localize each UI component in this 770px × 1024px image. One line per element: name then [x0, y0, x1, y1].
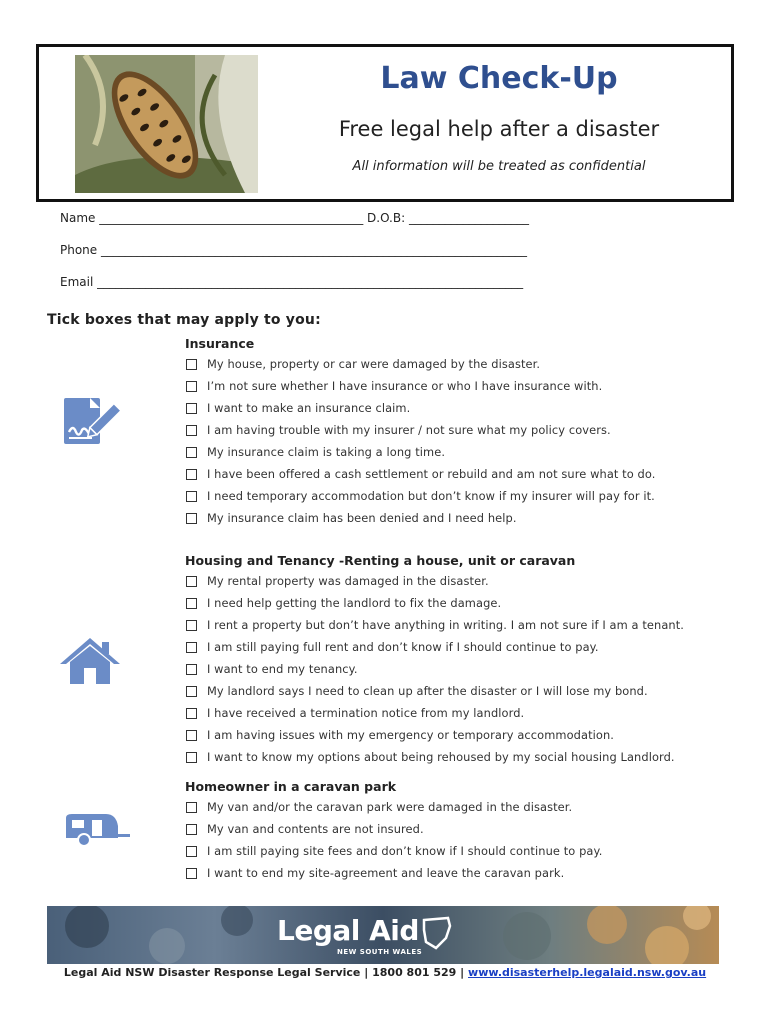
- checkbox[interactable]: [186, 802, 197, 813]
- nsw-map-icon: [422, 916, 452, 954]
- checklist-item-label: I have been offered a cash settlement or rebuild and am not sure what to do.: [207, 467, 656, 481]
- footer-separator: |: [460, 966, 465, 979]
- checklist-item-label: I want to make an insurance claim.: [207, 401, 411, 415]
- checkbox[interactable]: [186, 708, 197, 719]
- checklist-item-label: I rent a property but don’t have anything in writing. I am not sure if I am a tenant.: [207, 618, 685, 632]
- checklist-item-label: I want to end my tenancy.: [207, 662, 358, 676]
- checklist-item[interactable]: [186, 614, 684, 636]
- checklist-item[interactable]: [186, 485, 655, 507]
- checklist-item-label: I want to know my options about being rehoused by my social housing Landlord.: [207, 750, 675, 764]
- checkbox[interactable]: [186, 598, 197, 609]
- checklist-item[interactable]: [186, 724, 684, 746]
- checkbox[interactable]: [186, 730, 197, 741]
- website-link[interactable]: www.disasterhelp.legalaid.nsw.gov.au: [468, 966, 707, 979]
- checklist-item[interactable]: [186, 507, 655, 529]
- checkbox[interactable]: [186, 846, 197, 857]
- footer-phone: 1800 801 529: [372, 966, 457, 979]
- checkbox[interactable]: [186, 469, 197, 480]
- header-box: [36, 44, 734, 202]
- checkbox[interactable]: [186, 752, 197, 763]
- checklist-item-label: I am having trouble with my insurer / not sure what my policy covers.: [207, 423, 611, 437]
- caravan-icon: [62, 812, 132, 852]
- checklist-item-label: I need help getting the landlord to fix the damage.: [207, 596, 502, 610]
- checklist-item[interactable]: [186, 746, 684, 768]
- email-field[interactable]: Email _______________________________________________________________________: [60, 275, 524, 289]
- footer-separator: |: [364, 966, 369, 979]
- checkbox[interactable]: [186, 664, 197, 675]
- checklist-item-label: My rental property was damaged in the disaster.: [207, 574, 489, 588]
- page-subtitle: Free legal help after a disaster: [338, 117, 660, 141]
- checklist-item-label: I want to end my site-agreement and leave the caravan park.: [207, 866, 565, 880]
- footer-contact: [0, 966, 770, 979]
- checkbox[interactable]: [186, 359, 197, 370]
- document-signature-icon: [62, 396, 124, 452]
- checklist-item[interactable]: [186, 441, 655, 463]
- house-icon: [58, 636, 122, 690]
- checklist-item[interactable]: [186, 463, 655, 485]
- checklist-item-label: My landlord says I need to clean up after the disaster or I will lose my bond.: [207, 684, 648, 698]
- banksia-flower-photo: [75, 55, 258, 193]
- caravan-heading: Homeowner in a caravan park: [185, 779, 397, 794]
- phone-field[interactable]: Phone _______________________________________________________________________: [60, 243, 527, 257]
- checkbox[interactable]: [186, 686, 197, 697]
- checkbox[interactable]: [186, 425, 197, 436]
- checklist-item-label: My insurance claim is taking a long time.: [207, 445, 446, 459]
- legal-aid-logo-subtitle: NEW SOUTH WALES: [337, 948, 423, 956]
- checklist-item[interactable]: [186, 702, 684, 724]
- checklist-item-label: My insurance claim has been denied and I need help.: [207, 511, 517, 525]
- footer-banner: [47, 906, 719, 964]
- insurance-heading: Insurance: [185, 336, 255, 351]
- checklist-item[interactable]: [186, 353, 655, 375]
- checkbox[interactable]: [186, 576, 197, 587]
- checklist-item-label: I have received a termination notice from my landlord.: [207, 706, 525, 720]
- tick-boxes-heading: Tick boxes that may apply to you:: [47, 312, 321, 328]
- checklist-item-label: I’m not sure whether I have insurance or who I have insurance with.: [207, 379, 603, 393]
- checkbox[interactable]: [186, 491, 197, 502]
- checklist-item-label: I am still paying full rent and don’t know if I should continue to pay.: [207, 640, 599, 654]
- footer-service: Legal Aid NSW Disaster Response Legal Service: [63, 966, 361, 979]
- checklist-item[interactable]: [186, 658, 684, 680]
- insurance-checklist: [186, 353, 655, 529]
- checklist-item[interactable]: [186, 796, 602, 818]
- checklist-item-label: I am still paying site fees and don’t know if I should continue to pay.: [207, 844, 603, 858]
- checklist-item[interactable]: [186, 419, 655, 441]
- checkbox[interactable]: [186, 642, 197, 653]
- checklist-item[interactable]: [186, 818, 602, 840]
- housing-heading: Housing and Tenancy -Renting a house, unit or caravan: [185, 553, 576, 568]
- checklist-item[interactable]: [186, 375, 655, 397]
- checklist-item[interactable]: [186, 570, 684, 592]
- checkbox[interactable]: [186, 824, 197, 835]
- checkbox[interactable]: [186, 403, 197, 414]
- checklist-item-label: My van and/or the caravan park were damaged in the disaster.: [207, 800, 573, 814]
- checklist-item[interactable]: [186, 592, 684, 614]
- checklist-item-label: My house, property or car were damaged by the disaster.: [207, 357, 541, 371]
- checkbox[interactable]: [186, 868, 197, 879]
- name-dob-field[interactable]: Name ____________________________________________ D.O.B: ____________________: [60, 211, 529, 225]
- checklist-item-label: My van and contents are not insured.: [207, 822, 424, 836]
- page-title: Law Check-Up: [380, 61, 618, 96]
- checkbox[interactable]: [186, 620, 197, 631]
- caravan-checklist: [186, 796, 602, 884]
- legal-aid-logo: Legal Aid: [277, 914, 419, 947]
- checkbox[interactable]: [186, 381, 197, 392]
- checklist-item[interactable]: [186, 862, 602, 884]
- checklist-item[interactable]: [186, 636, 684, 658]
- checklist-item[interactable]: [186, 840, 602, 862]
- confidential-note: All information will be treated as confidential: [352, 159, 646, 174]
- checkbox[interactable]: [186, 513, 197, 524]
- housing-checklist: [186, 570, 684, 768]
- checklist-item-label: I need temporary accommodation but don’t know if my insurer will pay for it.: [207, 489, 655, 503]
- checklist-item[interactable]: [186, 397, 655, 419]
- checklist-item[interactable]: [186, 680, 684, 702]
- checklist-item-label: I am having issues with my emergency or temporary accommodation.: [207, 728, 615, 742]
- checkbox[interactable]: [186, 447, 197, 458]
